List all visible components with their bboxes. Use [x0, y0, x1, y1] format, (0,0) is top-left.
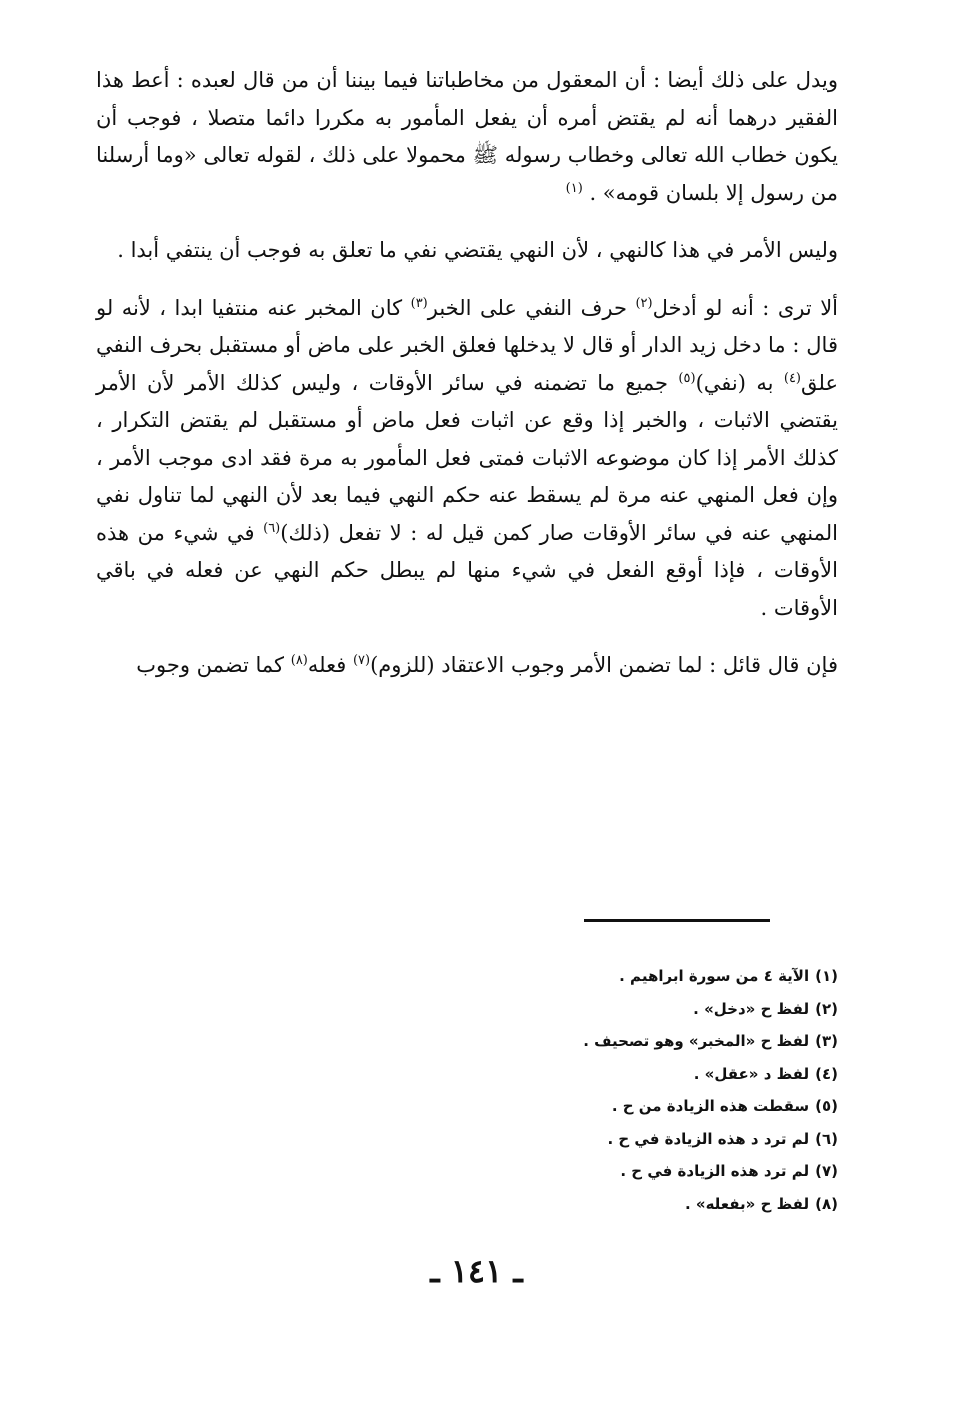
footnote-number: (٤): [815, 1064, 838, 1083]
footnote-number: (٨): [815, 1194, 838, 1213]
footnote-7: [378, 1155, 838, 1188]
footnote-ref-4[interactable]: (٤): [783, 370, 801, 386]
paragraph-4-text-part: فإن قال قائل : لما تضمن الأمر وجوب الاعتقاد (للزوم): [370, 653, 838, 677]
paragraph-4: [96, 647, 838, 685]
footnotes-list: [378, 960, 838, 1220]
main-text: [96, 62, 838, 685]
paragraph-2: [96, 232, 838, 270]
footnote-ref-7[interactable]: (٧): [352, 653, 371, 668]
footnote-ref-3[interactable]: (٣): [410, 295, 428, 311]
footnote-text: الآية ٤ من سورة ابراهيم .: [619, 967, 810, 985]
footnote-text: لفظ ح «بفعله» .: [684, 1194, 810, 1213]
footnote-text: سقطت هذه الزيادة من ح .: [611, 1097, 810, 1115]
paragraph-1-text: ويدل على ذلك أيضا : أن المعقول من مخاطباتنا فيما بيننا أن من قال لعبده : أعط هذا الفقير درهما أنه لم يقتض أمره أن يفعل المأمور به مكررا دائما متصلا ، فوجب أن يكون خطاب الله تعالى وخطاب رسوله ﷺ محمولا على ذلك ، لقوله تعالى «وما أرسلنا من رسول إلا بلسان قومه» .: [96, 68, 838, 205]
paragraph-3: [96, 290, 838, 628]
footnote-ref-8[interactable]: (٨): [290, 653, 308, 668]
footnote-ref-6[interactable]: (٦): [263, 520, 281, 536]
footnote-number: (٢): [815, 999, 838, 1018]
paragraph-3-text-part: ألا ترى : أنه لو أدخل: [652, 295, 839, 320]
footnote-number: (١): [815, 967, 838, 985]
footnote-2: [378, 993, 838, 1026]
paragraph-3-text-part: كان المخبر عنه منتفيا ابدا ، لأنه لو قال : ما دخل زيد الدار أو قال لا يدخلها فعلق الخبر على ماض أو مستقبل بحرف النفي علق: [96, 295, 838, 395]
footnote-ref-2[interactable]: (٢): [635, 295, 653, 311]
footnote-text: لفظ ح «دخل» .: [693, 999, 810, 1018]
paragraph-4-text-part: كما تضمن وجوب: [136, 653, 291, 677]
footnote-text: لفظ د «عقل» .: [693, 1064, 810, 1083]
footnote-number: (٦): [815, 1129, 838, 1148]
paragraph-4-text-part: فعله: [307, 653, 353, 677]
footnote-number: (٣): [815, 1032, 838, 1050]
footnote-ref-5[interactable]: (٥): [678, 370, 696, 386]
footnote-ref-1[interactable]: (١): [565, 180, 583, 196]
paragraph-2-text: وليس الأمر في هذا كالنهي ، لأن النهي يقتضي نفي ما تعلق به فوجب أن ينتفي أبدا .: [117, 238, 838, 262]
footnote-number: (٥): [815, 1097, 838, 1115]
footnote-separator: [584, 919, 770, 922]
footnote-3: [378, 1025, 838, 1058]
footnote-5: [378, 1090, 838, 1123]
paragraph-3-text-part: حرف النفي على الخبر: [427, 295, 636, 320]
footnote-1: [378, 960, 838, 993]
footnote-number: (٧): [815, 1162, 838, 1180]
footnote-text: لم ترد د هذه الزيادة في ح .: [607, 1129, 810, 1148]
paragraph-1: [96, 62, 838, 212]
page-number: ـ ١٤١ ـ: [430, 1252, 523, 1290]
footnote-4: [378, 1058, 838, 1091]
paragraph-3-text-part: به (نفي): [695, 370, 784, 395]
paragraph-3-text-part: جميع ما تضمنه في سائر الأوقات ، وليس كذلك الأمر لأن الأمر يقتضي الاثبات ، والخبر إذا وقع عن اثبات فعل ماض أو مستقبل لم يقتض التكرار ، كذلك الأمر إذا كان موضوعه الاثبات فمتى فعل المأمور به مرة فقد ادى موجب الأمر ، وإن فعل المنهي عنه مرة لم يسقط عنه حكم النهي فيما بعد لأن النهي لما تناول نفي المنهي عنه في سائر الأوقات صار كمن قيل له : لا تفعل (ذلك): [96, 370, 838, 545]
footnote-8: [378, 1188, 838, 1221]
footnote-text: لم ترد هذه الزيادة في ح .: [620, 1162, 810, 1180]
footnote-6: [378, 1123, 838, 1156]
paragraph-3-text-part: في شيء من هذه الأوقات ، فإذا أوقع الفعل في شيء منها لم يبطل حكم النهي عن فعله في باقي الأوقات .: [96, 520, 838, 620]
footnote-text: لفظ ح «المخبر» وهو تصحيف .: [583, 1032, 810, 1050]
